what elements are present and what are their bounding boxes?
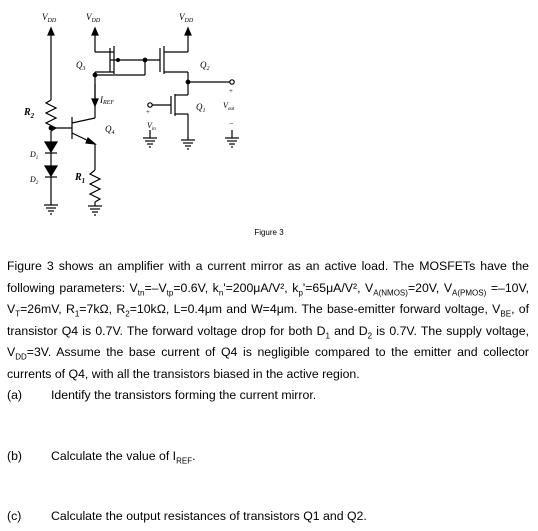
r2-label: $R_2$	[24, 107, 35, 120]
vout-plus: +	[229, 87, 233, 95]
d2-label: $D_2$	[30, 175, 39, 186]
q3-label: $Q_3$	[76, 60, 86, 72]
figure-caption: Figure 3	[254, 228, 284, 237]
vout-label: $V_{out}$	[223, 101, 235, 112]
question-c-label: (c)	[7, 509, 22, 523]
problem-statement: Figure 3 shows an amplifier with a current mirror as an active load. The MOSFETs have the following parameters: $V_{tn}=-V_{tp}=0.6V$, $k_n'=200\mu A/V^2$, $k_p'=65\mu A/V^2$, $V_{A(NMOS)}=20V$, $V_{A(PMOS)} =-10V$, $V_T=26mV$, $R_1=7k\Omega$, $R_2=10k\Omega$, L=0.4μm and W=4μm. The base-emitter forward voltage, $V_{BE}$, of transistor Q4 is 0.7V. The forward voltage drop for both $D_1$ and $D_2$ is 0.7V. The supply voltage, $V_{DD}=3V$. Assume the base current of Q4 is negligible compared to the emitter and collector currents of Q4, with all the transistors biased in the active region.	[7, 259, 530, 381]
r1-label: $R_1$	[75, 172, 86, 185]
question-c-text: Calculate the output resistances of transistors Q1 and Q2.	[51, 509, 367, 523]
circuit-figure	[0, 0, 538, 250]
d1-label: $D_1$	[30, 150, 39, 161]
question-a-text: Identify the transistors forming the current mirror.	[51, 388, 317, 402]
vout-minus: −	[229, 119, 234, 128]
q2-label: $Q_2$	[200, 60, 210, 72]
question-b-sub: REF	[176, 456, 193, 466]
question-c	[7, 509, 367, 523]
question-a	[7, 388, 316, 402]
iref-label: IREF	[100, 95, 114, 106]
question-b	[7, 449, 196, 465]
q4-label: $Q_4$	[105, 124, 115, 136]
question-b-text: Calculate the value of I	[51, 449, 177, 463]
question-a-label: (a)	[7, 388, 23, 402]
question-b-label: (b)	[7, 449, 23, 463]
vdd-label-middle: $V_{DD}$	[86, 12, 101, 24]
vdd-label-right: $V_{DD}$	[179, 12, 194, 24]
vin-label: $V_{in}$	[147, 121, 156, 132]
vin-plus: +	[146, 108, 150, 116]
q1-label: $Q_1$	[196, 102, 206, 114]
question-b-tail: .	[192, 449, 196, 463]
vdd-label-left: $V_{DD}$	[42, 12, 57, 24]
